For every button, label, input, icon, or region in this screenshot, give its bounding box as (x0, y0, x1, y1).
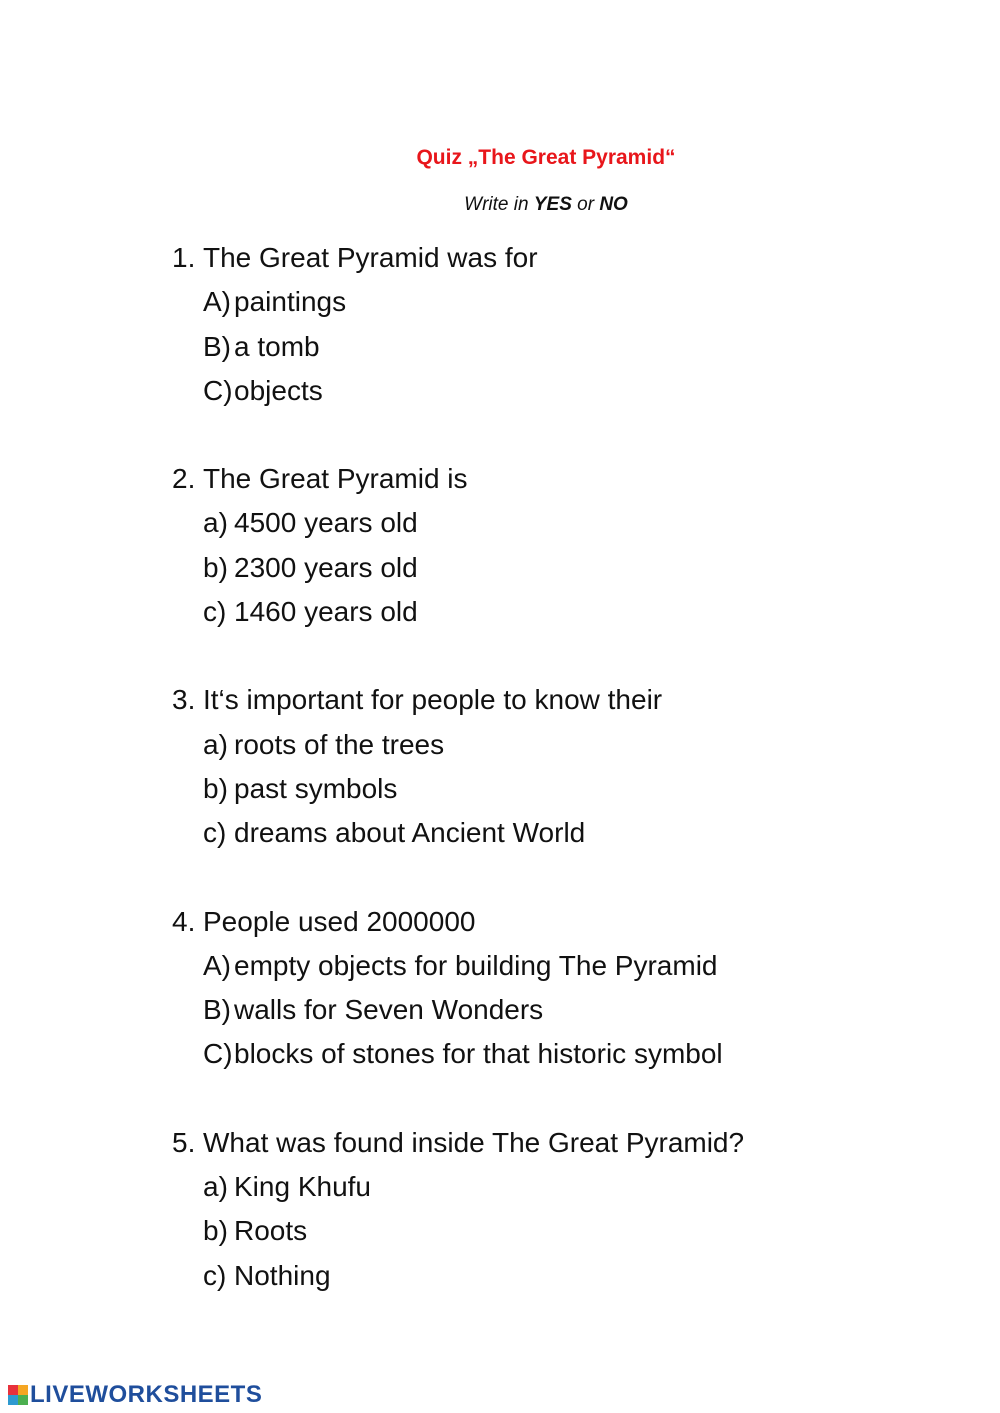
option-letter: A) (203, 949, 231, 981)
option-letter: C) (203, 1038, 233, 1070)
option-letter: b) (203, 551, 228, 583)
question-text: The Great Pyramid is (203, 463, 468, 495)
instruction-prefix: Write in (464, 194, 534, 215)
quiz-title: Quiz „The Great Pyramid“ (416, 146, 676, 169)
option-item (172, 1165, 952, 1209)
option-letter: c) (203, 596, 227, 628)
option-text: Roots (234, 1215, 308, 1247)
option-letter: b) (203, 1215, 228, 1247)
question-text: The Great Pyramid was for (203, 242, 538, 273)
option-letter: A) (203, 286, 231, 318)
question-number: 2. (172, 463, 196, 495)
liveworksheets-logo-icon (8, 1385, 28, 1405)
option-text: Nothing (234, 1259, 331, 1291)
option-letter: b) (203, 772, 228, 804)
or-word: or (571, 194, 600, 215)
option-item (172, 325, 952, 369)
question-text: People used 2000000 (203, 905, 476, 937)
footer-brand (8, 1382, 262, 1408)
option-item (172, 1254, 952, 1298)
question-number: 4. (172, 905, 196, 937)
brand-name: LIVEWORKSHEETS (30, 1381, 263, 1408)
yes-word: YES (533, 194, 572, 215)
instruction-line (0, 194, 1000, 216)
option-text: paintings (234, 286, 347, 318)
option-item (172, 767, 952, 811)
question-3 (172, 678, 952, 855)
option-text: King Khufu (234, 1171, 371, 1203)
option-letter: C) (203, 374, 233, 406)
option-item (172, 988, 952, 1032)
no-word: NO (599, 194, 628, 215)
question-number: 1. (172, 242, 196, 273)
question-text: It‘s important for people to know their (203, 684, 663, 716)
option-text: dreams about Ancient World (234, 817, 586, 849)
option-letter: c) (203, 817, 227, 849)
option-text: past symbols (234, 772, 398, 804)
option-text: blocks of stones for that historic symbol (234, 1038, 723, 1070)
question-5 (172, 1121, 952, 1298)
option-letter: a) (203, 507, 228, 539)
option-item (172, 811, 952, 855)
option-text: 4500 years old (234, 507, 418, 539)
question-1 (172, 236, 952, 413)
option-text: 2300 years old (234, 551, 418, 583)
option-text: objects (234, 374, 323, 406)
option-item (172, 280, 952, 324)
option-item (172, 546, 952, 590)
option-letter: B) (203, 994, 231, 1026)
question-list (172, 236, 952, 1342)
option-letter: a) (203, 1171, 228, 1203)
option-letter: c) (203, 1259, 227, 1291)
option-item (172, 1209, 952, 1253)
option-item (172, 369, 952, 413)
question-2 (172, 457, 952, 634)
option-item (172, 723, 952, 767)
option-item (172, 501, 952, 545)
option-text: 1460 years old (234, 596, 418, 628)
option-letter: B) (203, 330, 231, 362)
option-item (172, 590, 952, 634)
question-number: 3. (172, 684, 196, 716)
question-number: 5. (172, 1126, 196, 1158)
option-item (172, 1032, 952, 1076)
option-text: a tomb (234, 330, 320, 362)
option-text: empty objects for building The Pyramid (234, 949, 718, 981)
question-4 (172, 900, 952, 1077)
option-text: roots of the trees (234, 728, 445, 760)
option-item (172, 944, 952, 988)
question-text: What was found inside The Great Pyramid? (203, 1126, 745, 1158)
option-text: walls for Seven Wonders (234, 994, 544, 1026)
option-letter: a) (203, 728, 228, 760)
